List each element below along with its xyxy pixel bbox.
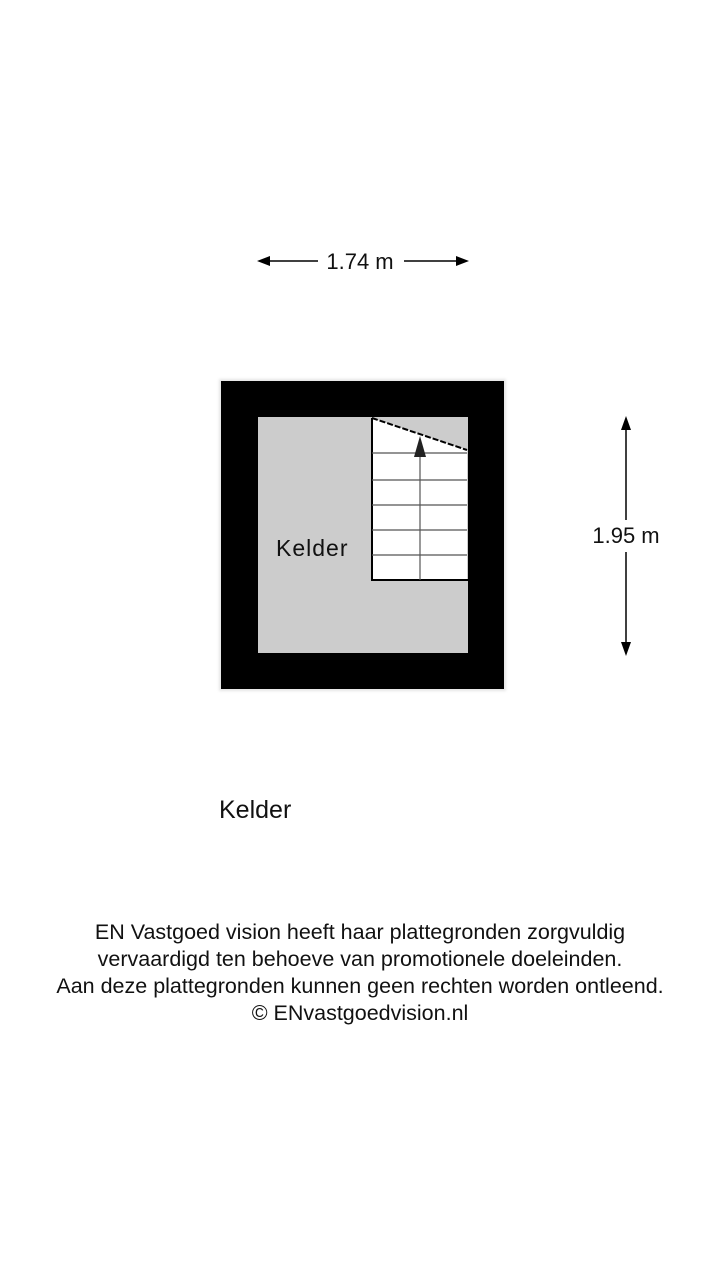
room-label: Kelder [276,535,349,561]
disclaimer-line: Aan deze plattegronden kunnen geen rechten worden ontleend. [56,974,664,998]
width-dimension-label: 1.74 m [320,249,400,275]
disclaimer [0,919,720,1027]
floor-title: Kelder [219,796,292,824]
copyright-line: © ENvastgoedvision.nl [251,1001,469,1025]
height-dimension-label: 1.95 m [586,523,666,549]
disclaimer-line: EN Vastgoed vision heeft haar plattegronden zorgvuldig [94,920,626,944]
disclaimer-line: vervaardigd ten behoeve van promotionele doeleinden. [97,947,623,971]
